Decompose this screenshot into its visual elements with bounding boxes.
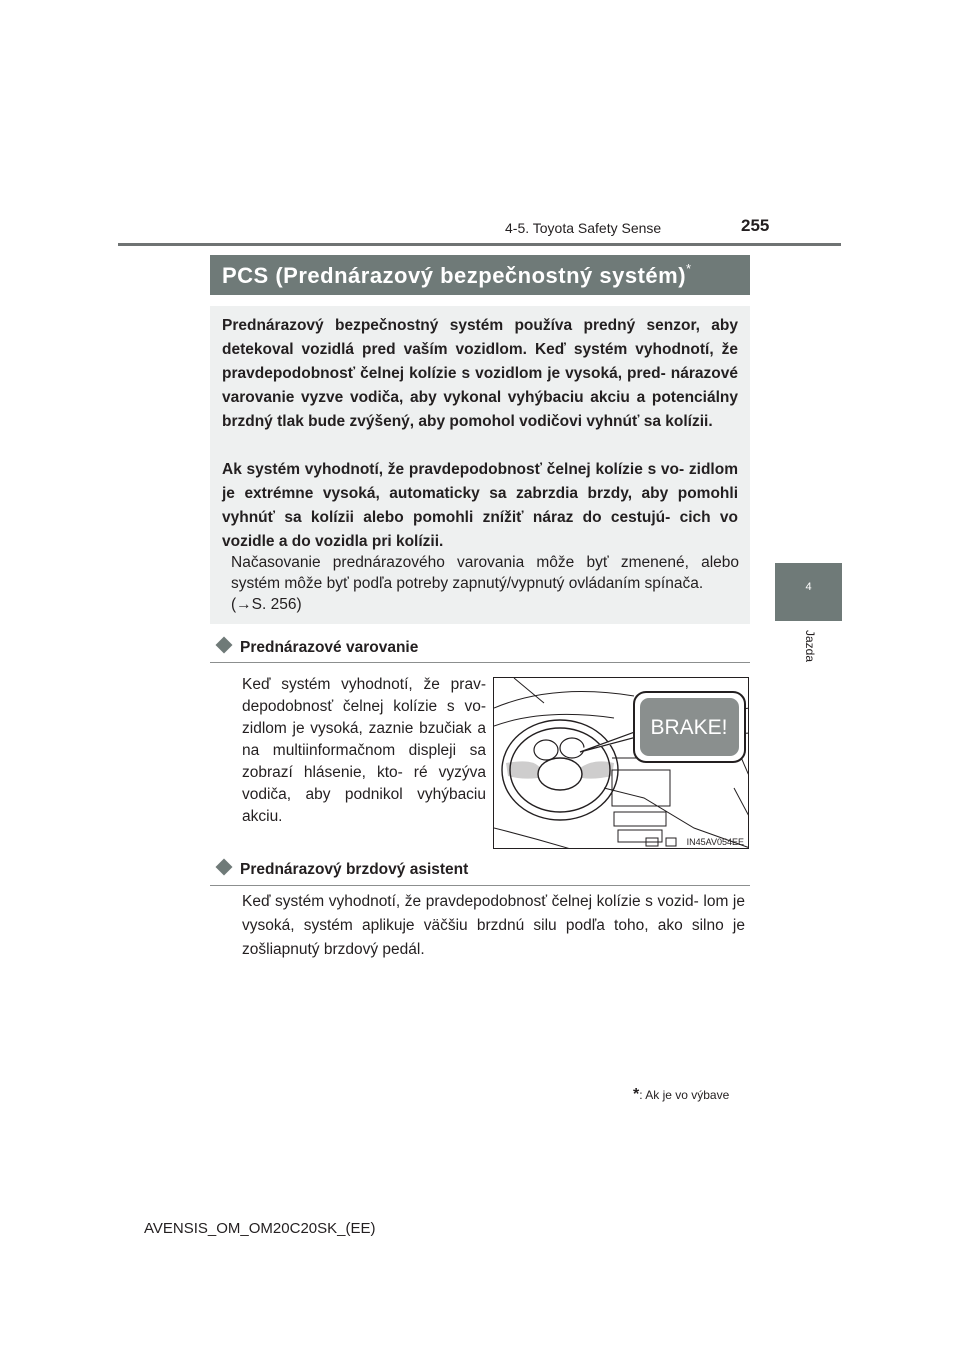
intro-paragraph-2: Ak systém vyhodnotí, že pravdepodobnosť čelnej kolízie s vo- zidlom je extrémne vysoká, automaticky sa zabrzdia brzdy, aby pomohli vyhnúť sa kolízii alebo pomohli znížiť náraz do cestujú- cich vo vozidle a do vozidla pri kolízii. bbox=[222, 461, 738, 550]
intro-note bbox=[231, 552, 739, 615]
section-title-text: PCS (Prednárazový bezpečnostný systém) bbox=[222, 263, 687, 288]
diamond-bullet-icon bbox=[216, 637, 233, 654]
section-title bbox=[222, 261, 692, 289]
footnote-text: : Ak je vo výbave bbox=[639, 1088, 730, 1102]
header-rule bbox=[118, 243, 841, 246]
chapter-name: Jazda bbox=[803, 630, 817, 663]
subheading-text: Prednárazový brzdový asistent bbox=[240, 861, 469, 878]
dashboard-illustration bbox=[493, 677, 749, 849]
brake-assist-description: Keď systém vyhodnotí, že pravdepodobnosť čelnej kolízie s vozid- lom je vysoká, systém aplikuje väčšiu brzdnú silu podľa toho, ako silno je zošliapnutý brzdový pedál. bbox=[242, 893, 745, 958]
dashboard-drawing bbox=[494, 678, 749, 849]
subheading-pre-collision-warning bbox=[216, 639, 418, 657]
section-path: 4-5. Toyota Safety Sense bbox=[505, 220, 662, 236]
footnote bbox=[633, 1086, 729, 1104]
footnote-marker: * bbox=[633, 1086, 640, 1103]
subheading-text: Prednárazové varovanie bbox=[240, 639, 419, 656]
intro-box bbox=[210, 306, 750, 624]
chapter-number: 4 bbox=[805, 581, 812, 593]
subheading-brake-assist bbox=[216, 861, 468, 879]
subheading-rule bbox=[210, 662, 750, 663]
page-number: 255 bbox=[741, 216, 770, 235]
intro-note-reference: (→S. 256) bbox=[231, 596, 302, 613]
section-title-bar bbox=[210, 255, 750, 295]
intro-paragraph-1: Prednárazový bezpečnostný systém používa predný senzor, aby detekoval vozidlá pred vaším vozidlom. Keď systém vyhodnotí, že pravdepodobnosť čelnej kolízie s vozidlom je vysoká, pred- nárazové varovanie vyzve vodiča, aby vykonal vyhýbaciu akciu a potenciálny brzdný tlak bude zvýšený, aby pomohol vodičovi vyhnúť sa kolízii. bbox=[222, 317, 738, 430]
brake-message: BRAKE! bbox=[650, 716, 728, 739]
warning-description: Keď systém vyhodnotí, že prav- depodobnosť čelnej kolízie s vo- zidlom je vysoká, zaznie bzučiak a na multiinformačnom displeji sa zobrazí hlásenie, kto- ré vyzýva vodiča, aby podnikol vyhýbaciu akciu. bbox=[242, 676, 486, 825]
document-id: AVENSIS_OM_OM20C20SK_(EE) bbox=[144, 1220, 376, 1237]
intro-note-text: Načasovanie prednárazového varovania môže byť zmenené, alebo systém môže byť podľa potreby zapnutý/vypnutý ovládaním spínača. bbox=[231, 554, 739, 592]
subheading-rule bbox=[210, 885, 750, 886]
diamond-bullet-icon bbox=[216, 859, 233, 876]
optional-marker: * bbox=[686, 261, 692, 276]
figure-code: IN45AV054EE bbox=[686, 837, 744, 847]
chapter-tab bbox=[775, 563, 842, 621]
